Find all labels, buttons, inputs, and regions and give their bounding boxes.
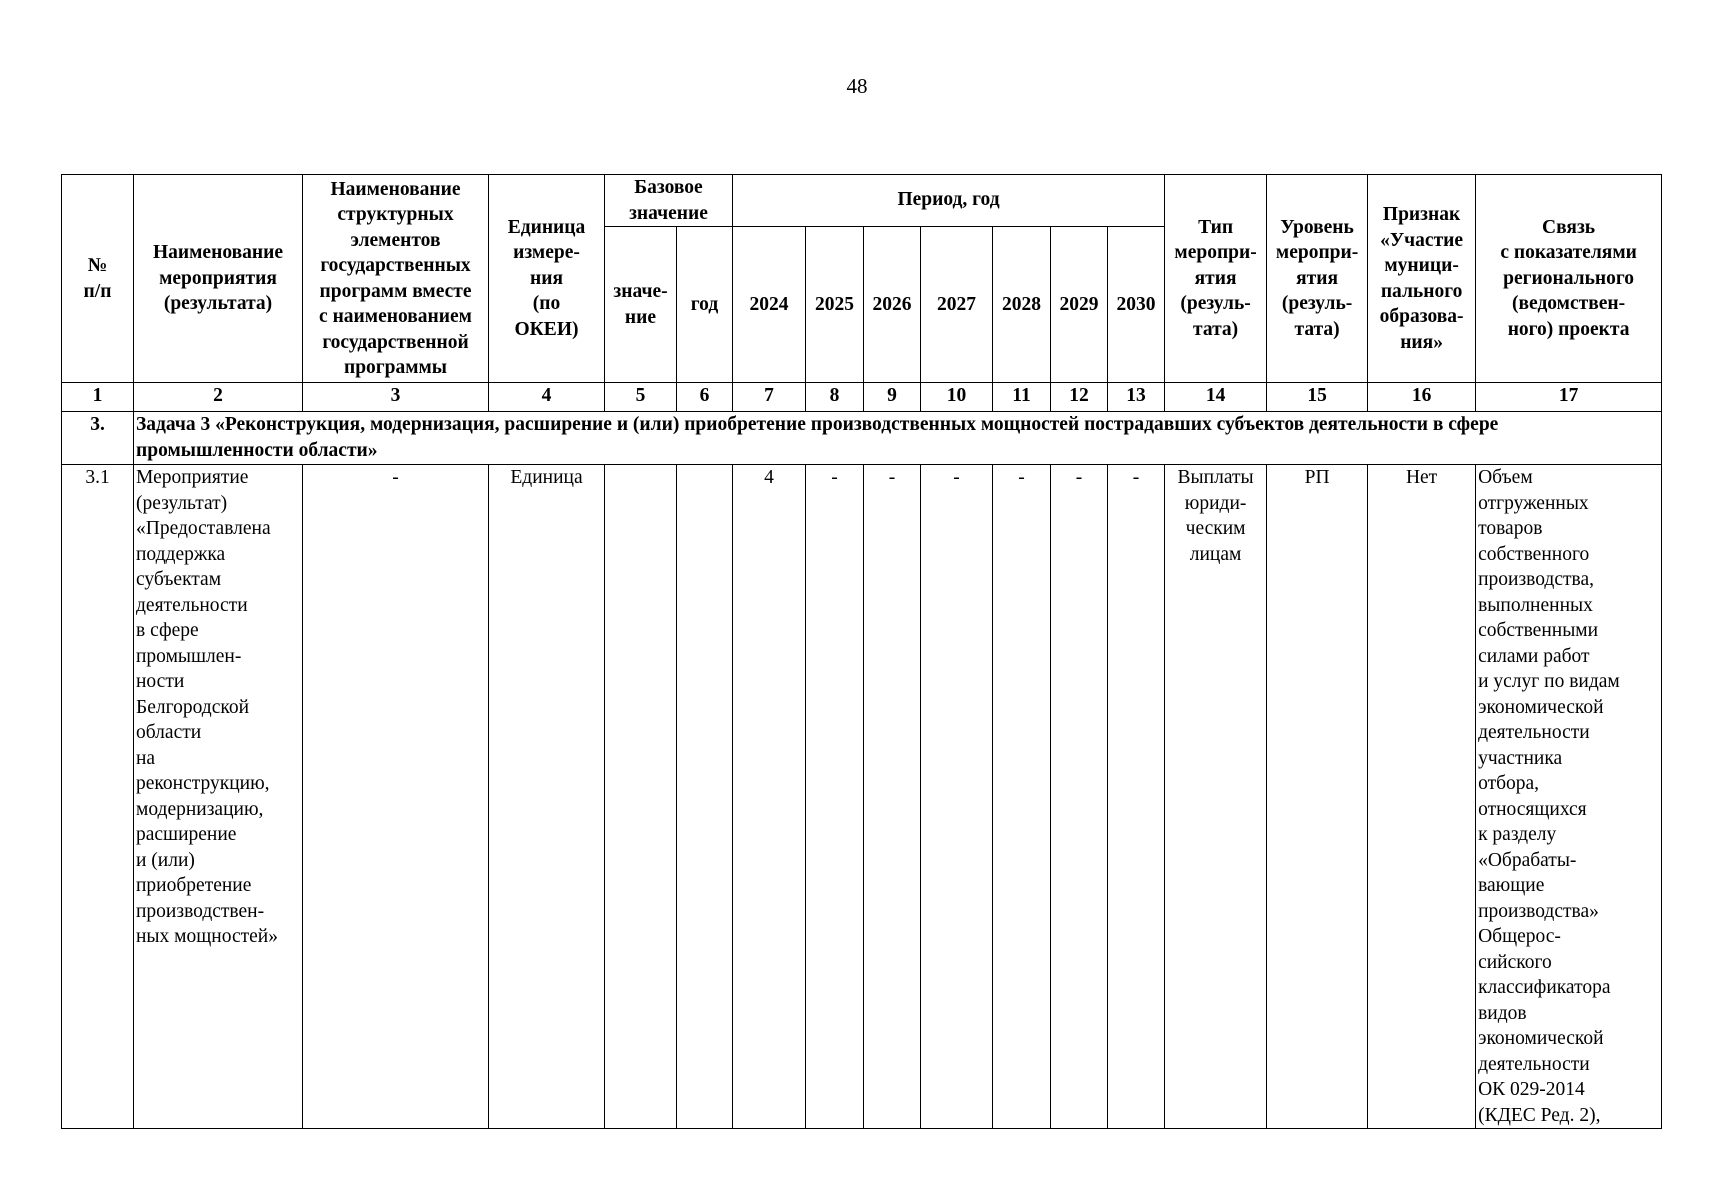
activity-name: Мероприятие (результат) «Предоставлена поддержка субъектам деятельности в сфере промышлен- ности Белгородской области на реконструкцию, модернизацию, расширение и (или) приобретение производствен- ных мощностей» [134,465,303,1129]
value-2028: - [993,465,1051,1129]
structural-element: - [303,465,489,1129]
task-row [62,412,1662,465]
column-number: 8 [806,383,864,412]
header-year-2029: 2029 [1051,227,1108,383]
header-year-2025: 2025 [806,227,864,383]
column-number: 9 [864,383,921,412]
column-number: 17 [1476,383,1662,412]
table-row [62,465,1662,1129]
header-period-group: Период, год [733,175,1165,227]
header-year-2026: 2026 [864,227,921,383]
column-number: 1 [62,383,134,412]
value-2025: - [806,465,864,1129]
value-2026: - [864,465,921,1129]
column-number: 3 [303,383,489,412]
base-value [605,465,677,1129]
header-activity-level: Уровень меропри- ятия (резуль- тата) [1267,175,1368,383]
header-base-value: значе- ние [605,227,677,383]
project-link: Объем отгруженных товаров собственного производства, выполненных собственными силами работ и услуг по видам экономической деятельности участника отбора, относящихся к разделу «Обрабаты- вающие производства» Общерос- сийского классификатора видов экономической деятельности ОК 029-2014 (КДЕС Ред. 2), [1476,465,1662,1129]
header-year-2024: 2024 [733,227,806,383]
column-number: 10 [921,383,993,412]
header-year-2030: 2030 [1108,227,1165,383]
header-activity-name: Наименование мероприятия (результата) [134,175,303,383]
header-year-2027: 2027 [921,227,993,383]
header-year-2028: 2028 [993,227,1051,383]
column-number: 7 [733,383,806,412]
value-2029: - [1051,465,1108,1129]
header-unit: Единица измере- ния (по ОКЕИ) [489,175,605,383]
header-project-link: Связь с показателями регионального (ведомствен- ного) проекта [1476,175,1662,383]
program-activities-table [61,174,1662,1129]
column-number-row [62,383,1662,412]
header-base-value-group: Базовое значение [605,175,733,227]
column-number: 15 [1267,383,1368,412]
task-title: Задача 3 «Реконструкция, модернизация, расширение и (или) приобретение производственных мощностей пострадавших субъектов деятельности в сфере промышленности области» [134,412,1662,465]
page-number: 48 [846,74,868,98]
column-number: 12 [1051,383,1108,412]
column-number: 11 [993,383,1051,412]
base-year [677,465,733,1129]
column-number: 13 [1108,383,1165,412]
unit-of-measure: Единица [489,465,605,1129]
header-num: № п/п [62,175,134,383]
row-number: 3.1 [62,465,134,1129]
header-base-year: год [677,227,733,383]
column-number: 2 [134,383,303,412]
header-municipal-participation: Признак «Участие муници- пального образова- ния» [1368,175,1476,383]
header-structural-elements: Наименование структурных элементов государственных программ вместе с наименованием государственной программы [303,175,489,383]
column-number: 4 [489,383,605,412]
column-number: 6 [677,383,733,412]
value-2024: 4 [733,465,806,1129]
column-number: 5 [605,383,677,412]
column-number: 14 [1165,383,1267,412]
activity-level: РП [1267,465,1368,1129]
column-number: 16 [1368,383,1476,412]
task-number: 3. [62,412,134,465]
municipal-participation: Нет [1368,465,1476,1129]
activity-type: Выплаты юриди- ческим лицам [1165,465,1267,1129]
header-activity-type: Тип меропри- ятия (резуль- тата) [1165,175,1267,383]
value-2030: - [1108,465,1165,1129]
value-2027: - [921,465,993,1129]
